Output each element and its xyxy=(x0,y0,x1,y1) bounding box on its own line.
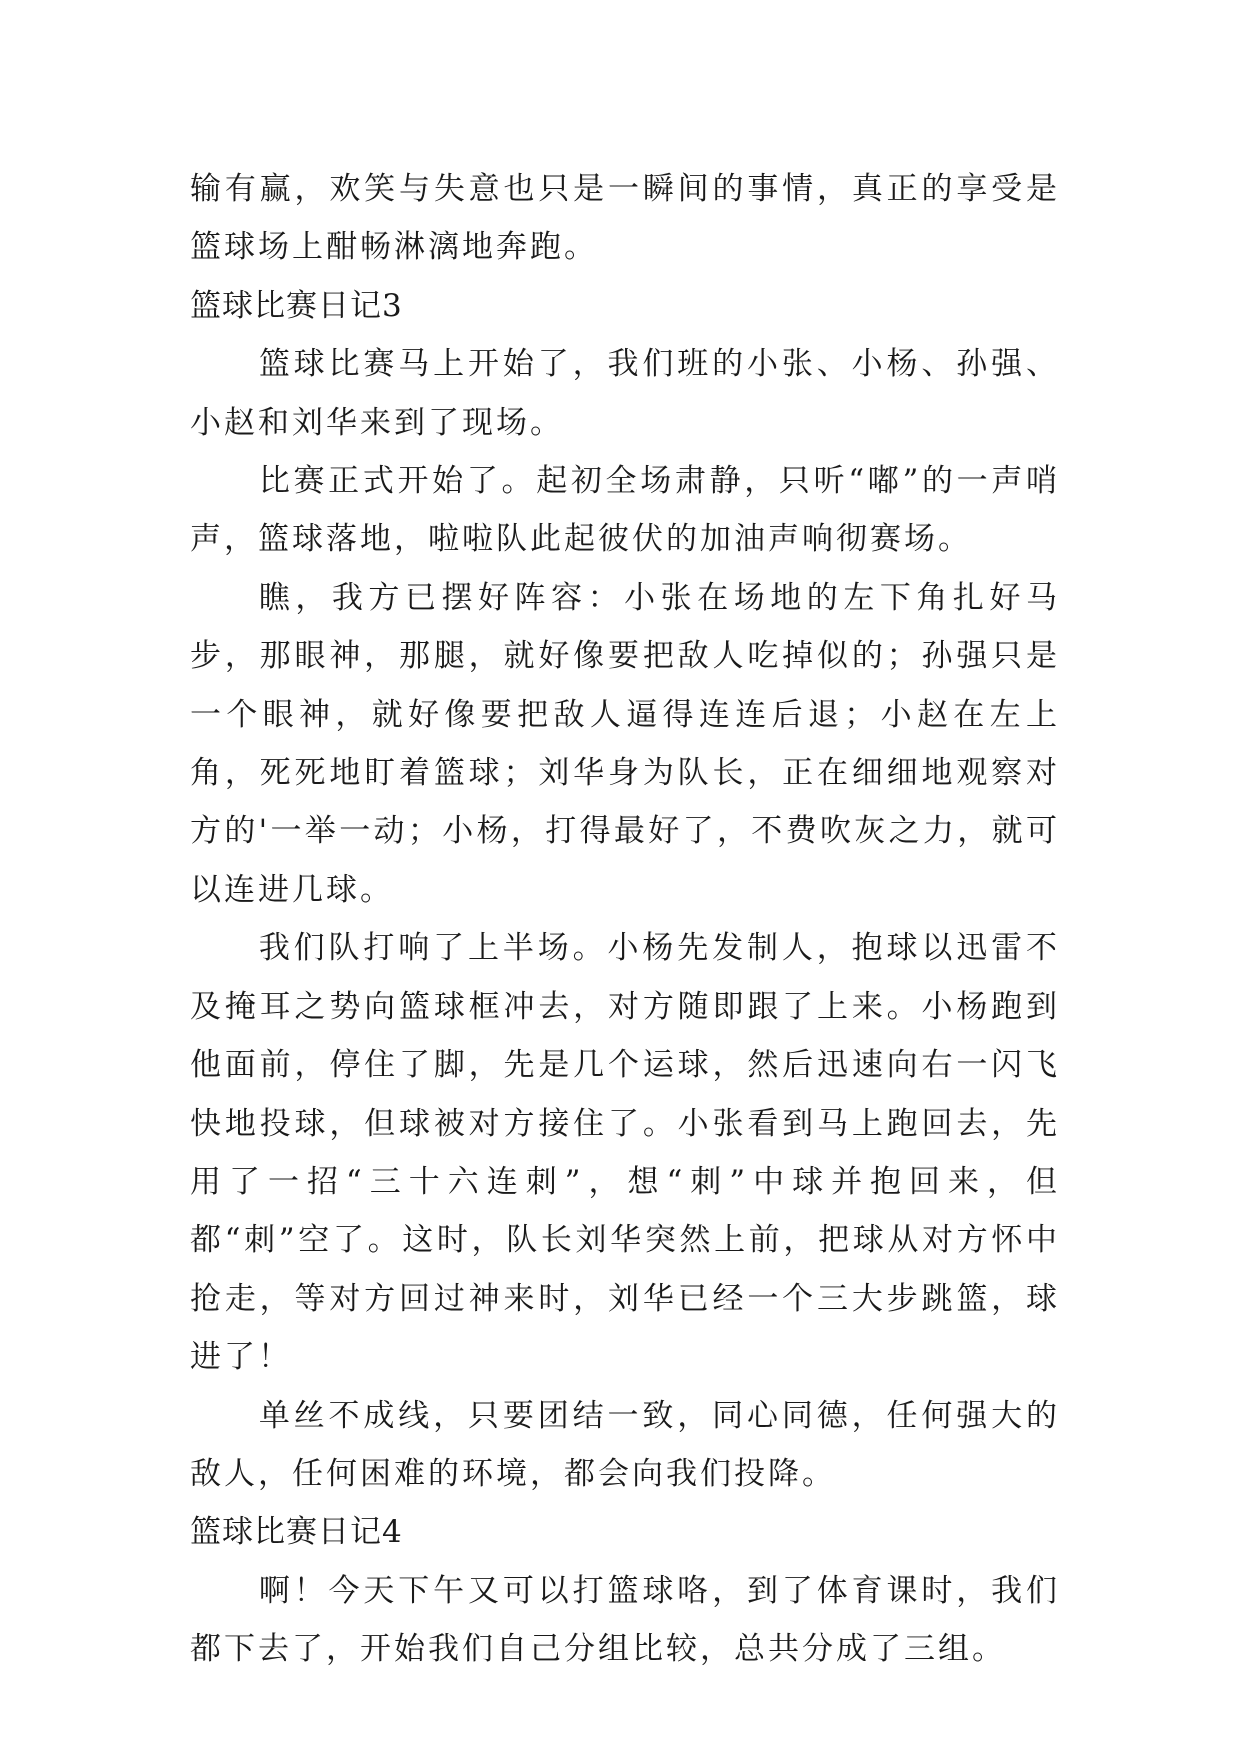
section-heading-diary-3: 篮球比赛日记3 xyxy=(190,287,403,324)
document-body xyxy=(190,160,1060,1679)
paragraph: 篮球比赛马上开始了，我们班的小张、小杨、孙强、小赵和刘华来到了现场。 xyxy=(190,346,1060,441)
paragraph-continuation: 输有赢，欢笑与失意也只是一瞬间的事情，真正的享受是篮球场上酣畅淋漓地奔跑。 xyxy=(190,171,1060,266)
paragraph: 我们队打响了上半场。小杨先发制人，抱球以迅雷不及掩耳之势向篮球框冲去，对方随即跟了上来。小杨跑到他面前，停住了脚，先是几个运球，然后迅速向右一闪飞快地投球，但球被对方接住了。小张看到马上跑回去，先用了一招“三十六连刺”，想“刺”中球并抱回来，但都“刺”空了。这时，队长刘华突然上前，把球从对方怀中抢走，等对方回过神来时，刘华已经一个三大步跳篮，球进了！ xyxy=(190,930,1060,1376)
paragraph: 瞧，我方已摆好阵容：小张在场地的左下角扎好马步，那眼神，那腿，就好像要把敌人吃掉似的；孙强只是一个眼神，就好像要把敌人逼得连连后退；小赵在左上角，死死地盯着篮球；刘华身为队长，正在细细地观察对方的'一举一动；小杨，打得最好了，不费吹灰之力，就可以连进几球。 xyxy=(190,579,1060,908)
section-heading-diary-4: 篮球比赛日记4 xyxy=(190,1514,403,1551)
paragraph: 啊！今天下午又可以打篮球咯，到了体育课时，我们都下去了，开始我们自己分组比较，总共分成了三组。 xyxy=(190,1572,1060,1668)
paragraph: 比赛正式开始了。起初全场肃静，只听“嘟”的一声哨声，篮球落地，啦啦队此起彼伏的加油声响彻赛场。 xyxy=(190,463,1060,558)
paragraph: 单丝不成线，只要团结一致，同心同德，任何强大的敌人，任何困难的环境，都会向我们投降。 xyxy=(190,1397,1060,1492)
